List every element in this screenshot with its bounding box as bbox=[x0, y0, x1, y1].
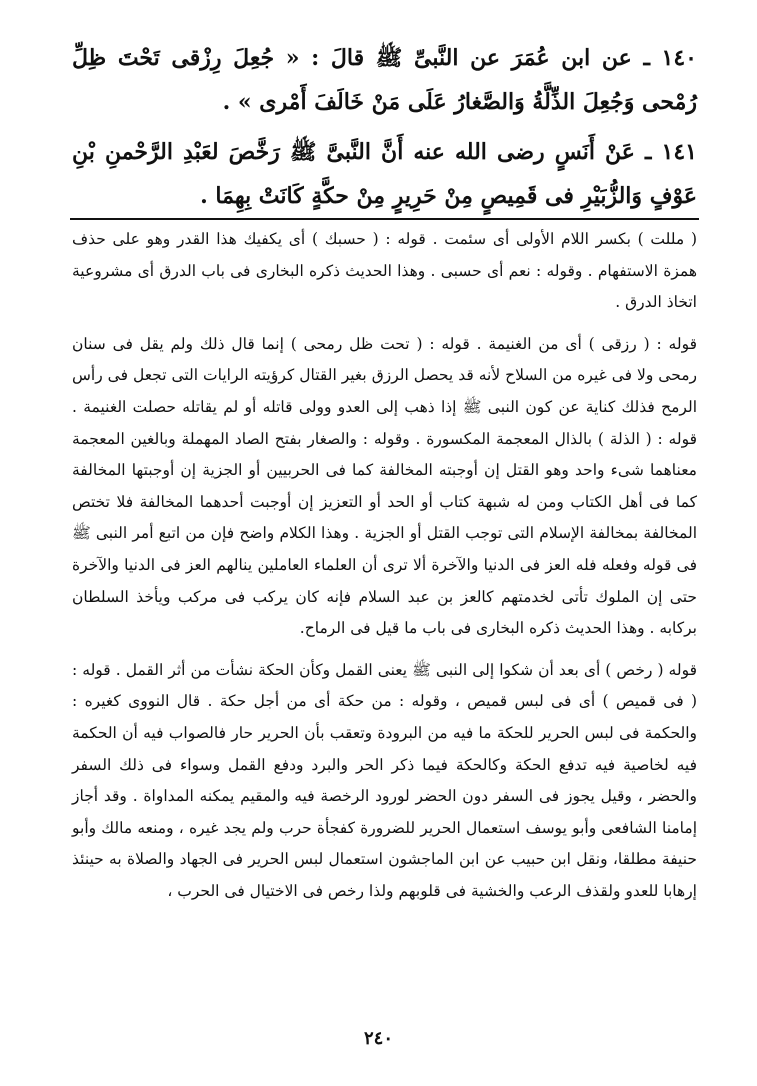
page-number: ٢٤٠ bbox=[363, 1028, 393, 1049]
hadith-140: ١٤٠ ـ عن ابن عُمَرَ عن النَّبىِّ ﷺ قالَ : « جُعِلَ رِزْقى تَحْتَ ظِلِّ رُمْحى وَجُعِلَ الذِّلَّةُ وَالصَّغارُ عَلَى مَنْ خَالَفَ أَمْرى » . bbox=[72, 45, 697, 115]
commentary-section bbox=[72, 224, 697, 917]
separator-rule bbox=[70, 218, 699, 220]
hadith-141: ١٤١ ـ عَنْ أَنَسٍ رضى الله عنه أَنَّ النَّبىَّ ﷺ رَخَّصَ لعَبْدِ الرَّحْمنِ بْنِ عَوْفٍ وَالزُّبَيْرِ فى قَمِيصٍ مِنْ حَرِيرٍ مِنْ حكَّةٍ كَانَتْ بِهِمَا . bbox=[72, 139, 697, 209]
commentary-paragraph-1: ( مللت ) بكسر اللام الأولى أى سئمت . قوله : ( حسبك ) أى يكفيك هذا القدر وهو على حذف همزة الاستفهام . وقوله : نعم أى حسبى . وهذا الحديث ذكره البخارى فى باب الدرق أى مشروعية اتخاذ الدرق . bbox=[72, 230, 697, 312]
commentary-paragraph-2: قوله : ( رزقى ) أى من الغنيمة . قوله : ( تحت ظل رمحى ) إنما قال ذلك ولم يقل فى سنان رمحى ولا فى غيره من السلاح لأنه قد يحصل الرزق بغير القتال كرؤيته الرايات التى تجعل فى رأس الرمح فذلك كناية عن كون النبى ﷺ إذا ذهب إلى العدو وولى قاتله أو لم يقاتله حصلت الغنيمة . قوله : ( الذلة ) بالذال المعجمة المكسورة . وقوله : والصغار بفتح الصاد المهملة وبالغين المعجمة معناهما شىء واحد وهو القتل إن أوجبته المخالفة كما فى الحربيين أو الجزية إن أوجبتها المخالفة كما فى أهل الكتاب ومن له شبهة كتاب أو الحد أو التعزيز إن أوجبت أحدهما المخالفة فلا تختص المخالفة بمخالفة الإسلام التى توجب القتل أو الجزية . وهذا الكلام واضح فإن من اتبع أمر النبى ﷺ فى قوله وفعله فله العز فى الدنيا والآخرة ألا ترى أن العلماء العاملين ينالهم العز فى الدنيا والآخرة حتى إن الملوك تأتى لخدمتهم كالعز بن عبد السلام فإنه كان يركب فى مركب ويأخذ السلطان بركابه . وهذا الحديث ذكره البخارى فى باب ما قيل فى الرماح. bbox=[72, 334, 697, 638]
hadith-section bbox=[72, 36, 697, 224]
commentary-paragraph-3: قوله ( رخص ) أى بعد أن شكوا إلى النبى ﷺ يعنى القمل وكأن الحكة نشأت من أثر القمل . قوله : ( فى قميص ) أى فى لبس قميص ، وقوله : من حكة أى من أجل حكة . قال النووى كغيره : والحكمة فى لبس الحرير للحكة ما فيه من البرودة وتعقب بأن الحرير حار فالصواب فيه أن الحكمة فيه لخاصية فيه تدفع الحكة وكالحكة فيما ذكر الحر والبرد ودفع القمل وسواء فى ذلك السفر والحضر ، وقيل يجوز فى السفر دون الحضر لورود الرخصة فيه والمقيم يمكنه المداواة . وقد أجاز إمامنا الشافعى وأبو يوسف استعمال الحرير للضرورة كفجأة حرب ولم يجد غيره ، ومنعه مالك وأبو حنيفة مطلقا، ونقل ابن حبيب عن ابن الماجشون استعمال لبس الحرير فى الجهاد والصلاة به حينئذ إرهابا للعدو ولقذف الرعب والخشية فى قلوبهم ولذا رخص فى الاختيال فى الحرب ، bbox=[72, 660, 697, 900]
